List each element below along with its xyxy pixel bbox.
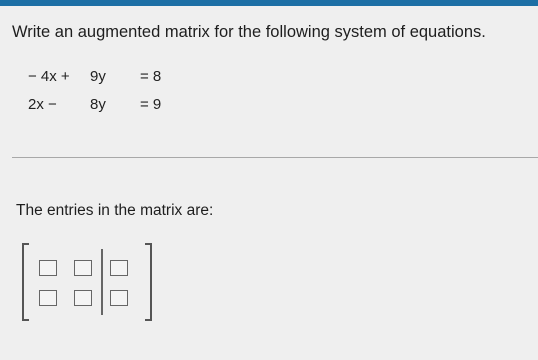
matrix-cell-r2-c2[interactable] <box>74 290 92 306</box>
matrix-cell-r1-c3[interactable] <box>110 260 128 276</box>
augmentation-bar <box>101 249 103 315</box>
equation-2-term-2: 8y <box>90 96 106 113</box>
matrix-cell-r1-c1[interactable] <box>39 260 57 276</box>
augmented-matrix <box>22 243 152 321</box>
answer-label: The entries in the matrix are: <box>16 202 214 219</box>
right-bracket <box>145 243 152 321</box>
matrix-cell-r2-c1[interactable] <box>39 290 57 306</box>
top-accent-bar <box>0 0 538 6</box>
section-divider <box>12 157 538 158</box>
equation-2-rhs: = 9 <box>140 96 162 113</box>
question-text: Write an augmented matrix for the following system of equations. <box>12 23 486 41</box>
equation-1-term-1: − 4x + <box>28 68 70 85</box>
equation-1-term-2: 9y <box>90 68 106 85</box>
equation-1-rhs: = 8 <box>140 68 162 85</box>
matrix-cell-r2-c3[interactable] <box>110 290 128 306</box>
equation-2-term-1: 2x − <box>28 96 57 113</box>
matrix-cell-r1-c2[interactable] <box>74 260 92 276</box>
left-bracket <box>22 243 29 321</box>
